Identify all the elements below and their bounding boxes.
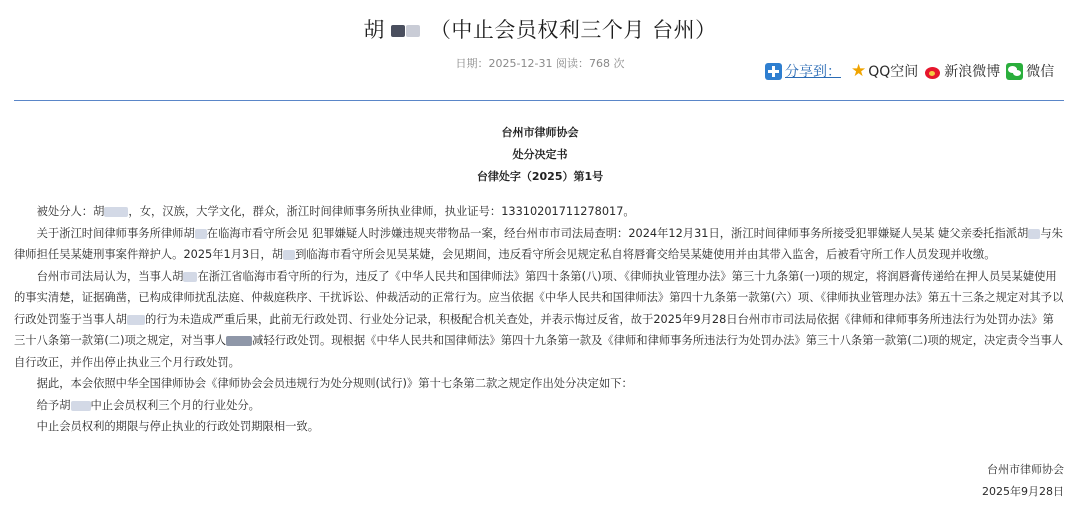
paragraph-facts [14,223,1064,266]
share-qzone-button[interactable] [851,61,918,81]
article-title [0,14,1080,44]
text-span: 台州市司法局认为，当事人胡 [36,269,184,283]
share-qzone-label: QQ空间 [868,64,919,80]
paragraph-finding [14,266,1064,374]
redacted-name-block [71,401,91,411]
share-bar [765,60,1060,82]
plus-icon[interactable] [765,63,782,80]
paragraph-subject [14,201,1064,223]
text-span: ，女，汉族，大学文化，群众，浙江时间律师事务所执业律师，执业证号：13310201711278017。 [128,205,635,218]
qzone-star-icon: ★ [851,60,867,81]
redacted-name-block [183,272,197,282]
wechat-icon [1006,63,1023,80]
sign-org: 台州市律师协会 [987,463,1064,476]
weibo-icon [924,63,941,80]
sign-date: 2025年9月28日 [982,485,1064,498]
text-span: 被处分人：胡 [36,205,105,218]
share-wechat-button[interactable] [1006,61,1054,81]
paragraph-decision [14,395,1064,417]
article-meta: 日期：2025-12-31 阅读：768 次 [455,57,625,70]
share-weibo-label: 新浪微博 [944,64,1001,80]
redacted-name-block [406,25,420,37]
share-weibo-button[interactable] [924,61,1000,81]
paragraph-basis: 据此，本会依照中华全国律师协会《律师协会会员违规行为处分规则(试行)》第十七条第二款之规定作出处分决定如下： [36,377,633,390]
redacted-name-block [226,336,252,346]
redacted-name-block [1028,229,1040,239]
paragraph-term: 中止会员权利的期限与停止执业的行政处罚期限相一致。 [36,420,320,433]
share-wechat-label: 微信 [1026,64,1055,80]
doc-type: 处分决定书 [512,148,568,161]
title-prefix: 胡 [363,18,385,42]
redacted-name-block [283,250,295,260]
redacted-name-block [127,315,145,325]
text-span: 中止会员权利三个月的行业处分。 [90,398,260,412]
header-divider [14,100,1064,101]
redacted-name-block [104,207,128,217]
share-label[interactable]: 分享到： [785,64,841,80]
text-span: 关于浙江时间律师事务所律师胡 [36,226,195,240]
doc-org: 台州市律师协会 [501,126,579,139]
text-span: 在浙江省临海市看守所的行为，违反了《中华人民共和国律师法》第四十条第(八)项、《律师执业管理办法》第三十九条第(一)项的规定，将润唇膏传递给在押人员吴某婕使用的事实清楚，证据确凿，已构成律师扰乱法庭、仲裁庭秩序、干扰诉讼、仲裁活动的正常行为。应当依据《中华人民共和国律师法》第四十九条第一款第(六）项、《律师执业管理办法》第五十三条之规定对其予以行政处罚鉴于当事人胡 [14,269,1064,326]
text-span: 与朱律师担任吴某婕刑事案件辩护人。2025年1月3日，胡 [14,226,1063,261]
text-span: 给予胡 [36,398,71,412]
doc-body [14,201,1064,438]
text-span: 的行为未造成严重后果，此前无行政处罚、行业处分记录，积极配合机关查处，并表示悔过反省，故于2025年9月28日台州市市司法局依据《律师和律师事务所违法行为处罚办法》第三十八条第一款第(二)项之规定，对当事人 [14,312,1054,347]
text-span: 到临海市看守所会见吴某婕，会见期间，违反看守所会见规定私自将唇膏交给吴某婕使用并由其带入监舍，后被看守所工作人员发现并收缴。 [295,248,996,261]
redacted-name-block [195,229,207,239]
doc-number: 台律处字（2025）第1号 [476,170,604,183]
text-span: 减轻行政处罚。现根据《中华人民共和国律师法》第四十九条第一款及《律师和律师事务所违法行为处罚办法》第三十八条第一款第(二)项的规定，决定责令当事人自行改正，并作出停止执业三个月行政处罚。 [14,334,1064,369]
redacted-name-block [391,25,405,37]
text-span: 在临海市看守所会见 犯罪嫌疑人时涉嫌违规夹带物品一案，经台州市市司法局查明：2024年12月31日，浙江时间律师事务所接受犯罪嫌疑人吴某 婕父亲委托指派胡 [206,226,1029,240]
title-suffix: （中止会员权利三个月 台州） [429,18,717,42]
